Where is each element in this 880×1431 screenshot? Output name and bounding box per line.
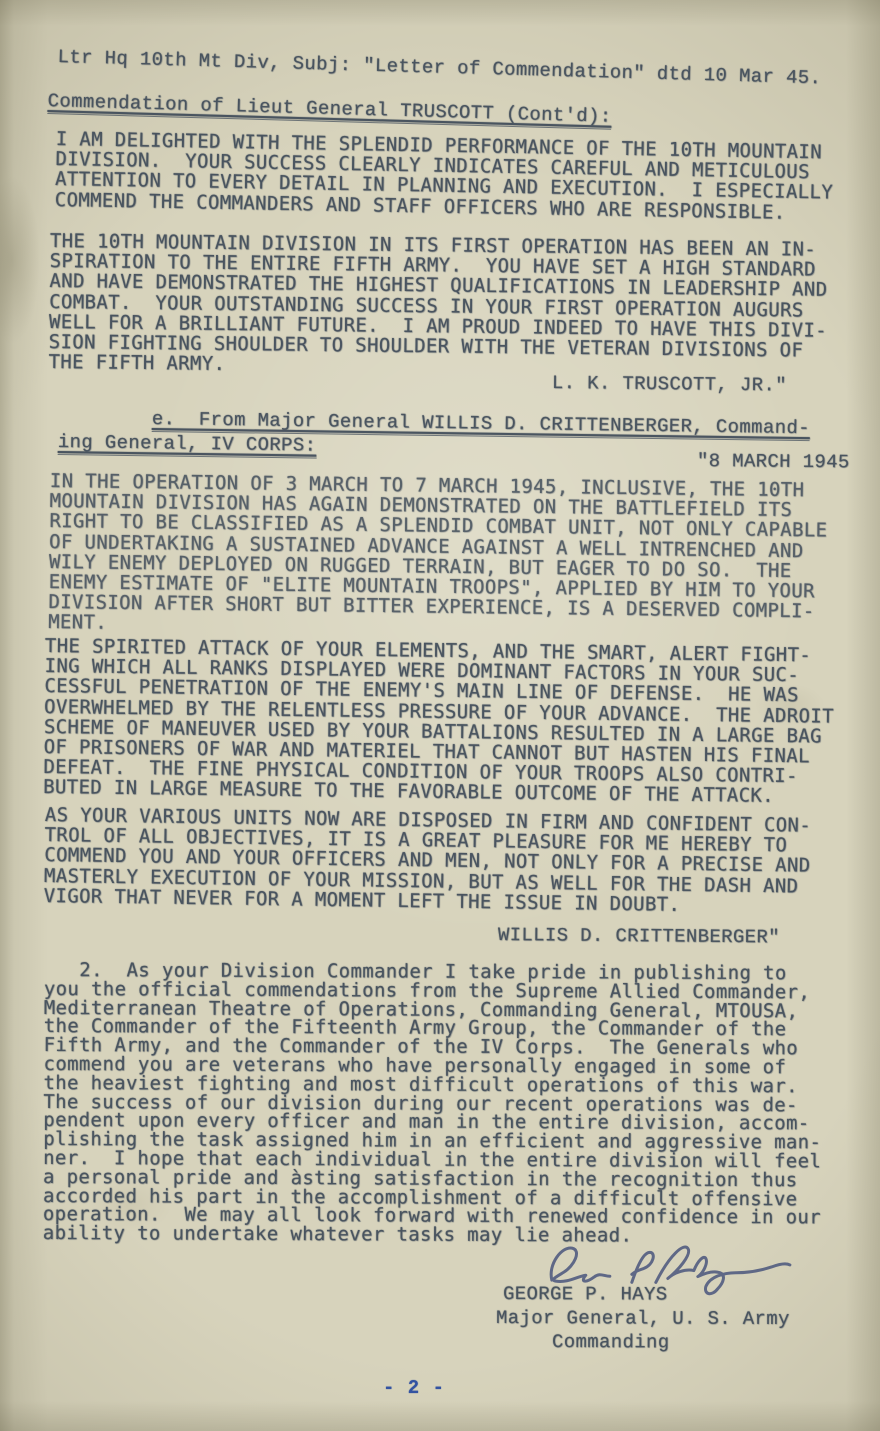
crittenberger-heading-line-1: e. From Major General WILLIS D. CRITTENBERGER, Command- [151,408,811,440]
truscott-paragraph-2: THE 10TH MOUNTAIN DIVISION IN ITS FIRST OPERATION HAS BEEN AN IN- SPIRATION TO THE ENTIRE FIFTH ARMY. YOU HAVE SET A HIGH STANDARD AND HAVE DEMONSTRATED THE HIGHEST QUALIFICATIONS IN LEADERSHIP AND COMBAT. YOUR OUTSTANDING SUCCESS IN YOUR FIRST OPERATION AUGURS WELL FOR A BRILLIANT FUTURE. I AM PROUD INDEED TO HAVE THIS DIVI- SION FIGHTING SHOULDER TO SHOULDER WITH THE VETERAN DIVISIONS OF THE FIFTH ARMY. [48,230,828,376]
signature-stroke [656,1247,790,1294]
signature-stroke [632,1252,653,1282]
letter-date-line: "8 MARCH 1945 [696,450,850,474]
crittenberger-paragraph-1: IN THE OPERATION OF 3 MARCH TO 7 MARCH 1945, INCLUSIVE, THE 10TH MOUNTAIN DIVISION HAS AGAIN DEMONSTRATED ON THE BATTLEFIELD ITS RIGHT TO BE CLASSIFIED AS A SPLENDID COMBAT UNIT, NOT ONLY CAPABLE OF UNDERTAKING A SUSTAINED ADVANCE AGAINST A WELL INTRENCHED AND WILY ENEMY DEPLOYED ON RUGGED TERRAIN, BUT EAGER TO DO SO. THE ENEMY ESTIMATE OF "ELITE MOUNTAIN TROOPS", APPLIED BY HIM TO YOUR DIVISION AFTER SHORT BUT BITTER EXPERIENCE, IS A DESERVED COMPLI- MENT. [48,470,828,635]
reference-line: Ltr Hq 10th Mt Div, Subj: "Letter of Commendation" dtd 10 Mar 45. [57,46,822,90]
signer-title: Major General, U. S. Army [495,1307,790,1331]
signer-name: GEORGE P. HAYS [502,1283,668,1306]
truscott-signature-line: L. K. TRUSCOTT, JR." [551,372,788,397]
signature-stroke [551,1248,610,1282]
signer-role: Commanding [551,1331,670,1354]
page-number: - 2 - [383,1377,446,1399]
truscott-paragraph-1: I AM DELIGHTED WITH THE SPLENDID PERFORMANCE OF THE 10TH MOUNTAIN DIVISION. YOUR SUCCESS CLEARLY INDICATES CAREFUL AND METICULOUS ATTENTION TO EVERY DETAIL IN PLANNING AND EXECUTION. I ESPECIALLY COMMEND THE COMMANDERS AND STAFF OFFICERS WHO ARE RESPONSIBLE. [54,128,834,224]
continuation-heading: Commendation of Lieut General TRUSCOTT (Cont'd): [47,90,612,128]
crittenberger-paragraph-3: AS YOUR VARIOUS UNITS NOW ARE DISPOSED IN FIRM AND CONFIDENT CON- TROL OF ALL OBJECTIVES, IT IS A GREAT PLEASURE FOR ME HEREBY TO COMMEND YOU AND YOUR OFFICERS AND MEN, NOT ONLY FOR A PRECISE AND MASTERLY EXECUTION OF YOUR MISSION, BUT AS WELL FOR THE DASH AND VIGOR THAT NEVER FOR A MOMENT LEFT THE ISSUE IN DOUBT. [43,804,812,916]
crittenberger-heading-line-2: ing General, IV CORPS: [57,431,317,457]
closing-paragraph: 2. As your Division Commander I take pride in publishing to you the official commendations from the Supreme Allied Commander, Mediterranean Theatre of Operations, Commanding General, MTOUSA, the Commander of the Fifteenth Army Group, the Commander of the Fifth Army, and the Commander of the IV Corps. The Generals who commend you are veterans who have personally engaged in some of the heaviest fighting and most difficult operations of this war. The success of our division during our recent operations was de- pendent upon every officer and man in the entire division, accom- plishing the task assigned him in an efficient and aggressive man- ner. I hope that each individual in the entire division will feel a personal pride and àsting satisfaction in the recognition thus accorded his part in the accomplishment of a difficult offensive operation. We may all look forward with renewed confidence in our ability to undertake whatever tasks may lie ahead. [42,959,822,1247]
crittenberger-paragraph-2: THE SPIRITED ATTACK OF YOUR ELEMENTS, AND THE SMART, ALERT FIGHT- ING WHICH ALL RANKS DISPLAYED WERE DOMINANT FACTORS IN YOUR SUC- CESSFUL PENETRATION OF THE ENEMY'S MAIN LINE OF DEFENSE. HE WAS OVERWHELMED BY THE RELENTLESS PRESSURE OF YOUR ADVANCE. THE ADROIT SCHEME OF MANEUVER USED BY YOUR BATTALIONS RESULTED IN A LARGE BAG OF PRISONERS OF WAR AND MATERIEL THAT CANNOT BUT HASTEN HIS FINAL DEFEAT. THE FINE PHYSICAL CONDITION OF YOUR TROOPS ALSO CONTRI- BUTED IN LARGE MEASURE TO THE FAVORABLE OUTCOME OF THE ATTACK. [43,635,835,808]
crittenberger-signature-line: WILLIS D. CRITTENBERGER" [497,924,781,949]
